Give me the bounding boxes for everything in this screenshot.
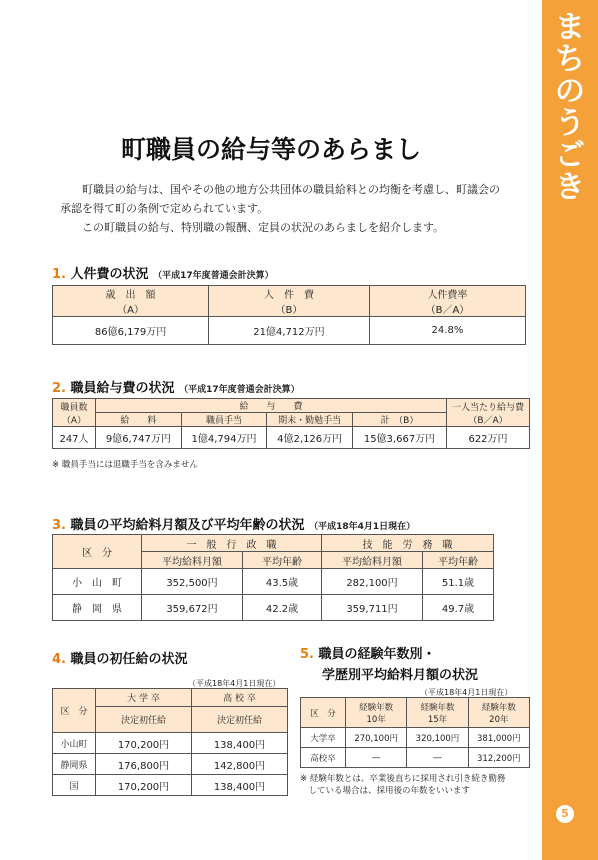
table-cell: 352,500円 <box>142 569 243 595</box>
section-2-note: ※ 職員手当には退職手当を含みません <box>52 460 198 470</box>
section-title: 職員給与費の状況 <box>70 381 175 396</box>
table-header: 一 般 行 政 職 <box>142 535 322 552</box>
table-header: 経験年数 20年 <box>468 698 529 728</box>
table-cell: 282,100円 <box>322 569 423 595</box>
sidebar-band <box>542 0 598 860</box>
avg-salary-age-table <box>52 534 494 621</box>
table-cell: 静岡県 <box>53 754 96 775</box>
section-title: 職員の初任給の状況 <box>70 652 188 667</box>
table-row <box>53 775 288 796</box>
table-header: 職員数 （A） <box>53 399 96 427</box>
table-cell: 320,100円 <box>407 728 468 748</box>
page-number: 5 <box>556 805 574 823</box>
sidebar-title <box>542 12 598 204</box>
table-cell: 270,100円 <box>346 728 407 748</box>
table-cell: 小山町 <box>53 733 96 754</box>
intro-paragraph: この町職員の給与、特別職の報酬、定員の状況のあらましを紹介します。 <box>82 221 445 234</box>
table-cell: ― <box>407 748 468 768</box>
table-cell: 176,800円 <box>96 754 192 775</box>
table-header: 平均給料月額 <box>142 552 243 569</box>
table-header: 高 校 卒 <box>192 689 288 707</box>
table-header: 決定初任給 <box>192 707 288 733</box>
table-cell: 359,711円 <box>322 595 423 621</box>
table-cell: 381,000円 <box>468 728 529 748</box>
section-number: 3. <box>52 518 66 533</box>
table-cell: 9億6,747万円 <box>96 427 182 449</box>
section-5-heading <box>300 643 436 662</box>
sidebar-char: ご <box>555 138 585 173</box>
table-header: 技 能 労 務 職 <box>322 535 494 552</box>
table-header: 給 与 費 <box>96 399 447 413</box>
table-cell: 312,200円 <box>468 748 529 768</box>
personnel-cost-table <box>52 285 526 345</box>
table-header: 給 料 <box>96 413 182 427</box>
table-cell: ― <box>346 748 407 768</box>
table-cell: 24.8% <box>369 317 525 345</box>
table-row <box>53 733 288 754</box>
note-line: している場合は、採用後の年数をいいます <box>300 786 471 796</box>
sidebar-char: の <box>555 74 585 109</box>
section-5-note <box>300 772 505 796</box>
section-subtitle: （平成17年度普通会計決算） <box>153 271 274 281</box>
table-header: 経験年数 10年 <box>346 698 407 728</box>
table-row <box>53 569 494 595</box>
page-title: 町職員の給与等のあらまし <box>120 135 421 164</box>
section-number: 2. <box>52 381 66 396</box>
table-header: 歳 出 額 （A） <box>53 286 209 317</box>
table-header: 区 分 <box>53 535 142 569</box>
table-cell: 138,400円 <box>192 775 288 796</box>
experience-salary-table <box>300 697 530 768</box>
table-row <box>301 728 530 748</box>
table-cell: 静 岡 県 <box>53 595 142 621</box>
table-cell: 43.5歳 <box>243 569 322 595</box>
table-row <box>53 317 526 345</box>
section-5-date: （平成18年4月1日現在） <box>420 688 513 697</box>
sidebar-char: う <box>555 106 585 141</box>
intro-text <box>60 180 510 237</box>
section-number: 1. <box>52 267 66 282</box>
section-4-date: （平成18年4月1日現在） <box>188 679 281 688</box>
section-title: 職員の経験年数別・ <box>318 647 436 662</box>
table-cell: 247人 <box>53 427 96 449</box>
table-header: 平均年齢 <box>423 552 494 569</box>
table-cell: 170,200円 <box>96 775 192 796</box>
table-cell: 小 山 町 <box>53 569 142 595</box>
table-header: 一人当たり給与費 （B／A） <box>447 399 530 427</box>
table-header: 平均給料月額 <box>322 552 423 569</box>
section-number: 4. <box>52 652 66 667</box>
table-header: 平均年齢 <box>243 552 322 569</box>
table-cell: 170,200円 <box>96 733 192 754</box>
sidebar-char: ま <box>555 10 585 45</box>
table-cell: 42.2歳 <box>243 595 322 621</box>
section-3-heading <box>52 514 415 533</box>
table-header: 職員手当 <box>181 413 267 427</box>
table-cell: 大学卒 <box>301 728 346 748</box>
table-header: 計 （B） <box>353 413 447 427</box>
table-header: 大 学 卒 <box>96 689 192 707</box>
table-cell: 51.1歳 <box>423 569 494 595</box>
table-row <box>53 595 494 621</box>
sidebar-char: き <box>555 170 585 205</box>
table-cell: 142,800円 <box>192 754 288 775</box>
table-cell: 622万円 <box>447 427 530 449</box>
table-cell: 21億4,712万円 <box>209 317 370 345</box>
table-header: 人 件 費 （B） <box>209 286 370 317</box>
table-row <box>53 754 288 775</box>
table-header: 区 分 <box>53 689 96 733</box>
intro-paragraph: 町職員の給与は、国やその他の地方公共団体の職員給料との均衡を考慮し、町議会の承認を得て町の条例で定められています。 <box>60 183 500 215</box>
table-cell: 86億6,179万円 <box>53 317 209 345</box>
section-4-heading <box>52 648 188 667</box>
table-cell: 359,672円 <box>142 595 243 621</box>
table-header: 人件費率 （B／A） <box>369 286 525 317</box>
table-cell: 4億2,126万円 <box>267 427 353 449</box>
table-header: 経験年数 15年 <box>407 698 468 728</box>
sidebar-char: ち <box>555 42 585 77</box>
section-subtitle: （平成18年4月1日現在） <box>309 522 416 532</box>
table-cell: 国 <box>53 775 96 796</box>
section-2-heading <box>52 377 300 396</box>
table-header: 区 分 <box>301 698 346 728</box>
table-cell: 高校卒 <box>301 748 346 768</box>
table-cell: 49.7歳 <box>423 595 494 621</box>
table-header: 決定初任給 <box>96 707 192 733</box>
section-5-heading-line2: 学歴別平均給料月額の状況 <box>322 668 479 683</box>
section-1-heading <box>52 263 274 282</box>
section-number: 5. <box>300 647 314 662</box>
note-line: ※ 経験年数とは、卒業後直ちに採用され引き続き勤務 <box>300 774 506 784</box>
table-cell: 138,400円 <box>192 733 288 754</box>
table-cell: 15億3,667万円 <box>353 427 447 449</box>
table-header: 期末・勤勉手当 <box>267 413 353 427</box>
section-title: 人件費の状況 <box>70 267 149 282</box>
starting-salary-table <box>52 688 288 796</box>
section-subtitle: （平成17年度普通会計決算） <box>179 385 300 395</box>
table-row <box>53 427 530 449</box>
table-row <box>301 748 530 768</box>
section-title: 職員の平均給料月額及び平均年齢の状況 <box>70 518 305 533</box>
salary-cost-table <box>52 398 530 449</box>
table-cell: 1億4,794万円 <box>181 427 267 449</box>
